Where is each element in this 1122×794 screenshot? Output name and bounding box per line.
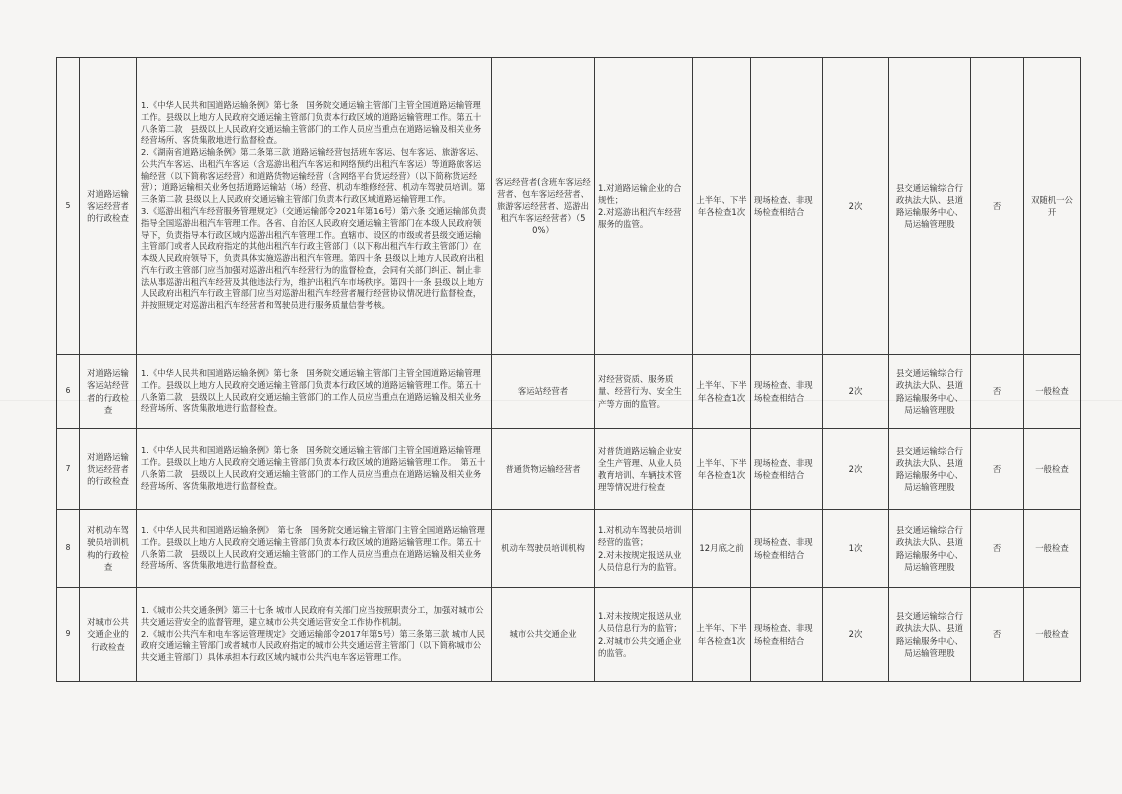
basis-paragraph: 1.《中华人民共和国道路运输条例》第七条 国务院交通运输主管部门主管全国道路运输管理工作。县级以上地方人民政府交通运输主管部门负责本行政区域的道路运输管理工作。第五十八条第二款 县级以上人民政府交通运输主管部门的工作人员应当重点在道路运输及相关业务经营场所、客货集散地进行监督检查。 xyxy=(141,367,482,414)
inspection-item: 对道路运输货运经营者的行政检查 xyxy=(80,429,137,510)
legal-basis xyxy=(137,58,492,355)
inspection-method: 现场检查、非现场检查相结合 xyxy=(751,588,823,682)
inspection-count: 1次 xyxy=(823,510,889,588)
content-line: 对经营资质、服务质量、经营行为、安全生产等方面的监管。 xyxy=(598,374,682,409)
inspection-content xyxy=(595,588,693,682)
inspection-type: 一般检查 xyxy=(1024,510,1081,588)
legal-basis xyxy=(137,510,492,588)
row-index: 9 xyxy=(57,588,80,682)
inspection-content xyxy=(595,429,693,510)
inspection-object: 普通货物运输经营者 xyxy=(492,429,595,510)
inspection-type: 双随机一公开 xyxy=(1024,58,1081,355)
inspection-agency: 县交通运输综合行政执法大队、县道路运输服务中心、局运输管理股 xyxy=(889,429,971,510)
legal-basis xyxy=(137,429,492,510)
legal-basis xyxy=(137,588,492,682)
inspection-agency: 县交通运输综合行政执法大队、县道路运输服务中心、局运输管理股 xyxy=(889,355,971,429)
row-index: 6 xyxy=(57,355,80,429)
content-line: 2.对巡游出租汽车经营服务的监管。 xyxy=(598,207,682,230)
inspection-item: 对道路运输客运站经营者的行政检查 xyxy=(80,355,137,429)
inspection-method: 现场检查、非现场检查相结合 xyxy=(751,510,823,588)
basis-paragraph: 3.《巡游出租汽车经营服务管理规定》（交通运输部令2021年第16号）第六条 交通运输部负责指导全国巡游出租汽车管理工作。各省、自治区人民政府交通运输主管部门在本级人民政府领导下，负责指导本行政区域内巡游出租汽车管理工作。直辖市、设区的市级或者县级交通运输主管部门或者人民政府指定的其他出租汽车行政主管部门（以下称出租汽车行政主管部门）在本级人民政府领导下，负责具体实施巡游出租汽车管理。第四十条 县级以上地方人民政府出租汽车行政主管部门应当加强对巡游出租汽车经营行为的监督检查，会同有关部门纠正、制止非法从事巡游出租汽车经营及其他违法行为，维护出租汽车市场秩序。第四十一条 县级以上地方人民政府出租汽车行政主管部门应当对巡游出租汽车经营者履行经营协议情况进行监督检查，并按照规定对巡游出租汽车经营者和驾驶员进行服务质量信誉考核。 xyxy=(141,206,487,311)
table-row xyxy=(57,429,1081,510)
row-index: 8 xyxy=(57,510,80,588)
table-row xyxy=(57,588,1081,682)
inspection-item: 对道路运输客运经营者的行政检查 xyxy=(80,58,137,355)
inspection-count: 2次 xyxy=(823,58,889,355)
basis-paragraph: 2.《湖南省道路运输条例》第二条第三款 道路运输经营包括班车客运、包车客运、旅游客运、公共汽车客运、出租汽车客运（含巡游出租汽车客运和网络预约出租汽车客运）等道路旅客运输经营（以下简称客运经营）和道路货物运输经营（含网络平台货运经营）（以下简称货运经营）；道路运输相关业务包括道路运输站（场）经营、机动车维修经营、机动车驾驶员培训。第三条第二款 县级以上人民政府交通运输主管部门负责本行政区域道路运输管理工作。 xyxy=(141,147,486,205)
inspection-agency: 县交通运输综合行政执法大队、县道路运输服务中心、局运输管理股 xyxy=(889,588,971,682)
inspection-object: 城市公共交通企业 xyxy=(492,588,595,682)
joint-inspection: 否 xyxy=(971,588,1024,682)
inspection-object: 机动车驾驶员培训机构 xyxy=(492,510,595,588)
content-line: 2.对城市公共交通企业的监管。 xyxy=(598,635,682,658)
basis-paragraph: 1.《中华人民共和国道路运输条例》第七条 国务院交通运输主管部门主管全国道路运输管理工作。县级以上地方人民政府交通运输主管部门负责本行政区域的道路运输管理工作。 第五十八条第二款 县级以上人民政府交通运输主管部门的工作人员应当重点在道路运输及相关业务经营场所、客货集散地进行监督检查。 xyxy=(141,445,486,491)
page-crease xyxy=(0,400,1122,401)
content-line: 1.对机动车驾驶员培训经营的监管； xyxy=(598,525,682,548)
joint-inspection: 否 xyxy=(971,429,1024,510)
inspection-type: 一般检查 xyxy=(1024,355,1081,429)
inspection-frequency: 12月底之前 xyxy=(693,510,751,588)
inspection-type: 一般检查 xyxy=(1024,588,1081,682)
basis-paragraph: 1.《城市公共交通条例》第三十七条 城市人民政府有关部门应当按照职责分工，加强对城市公共交通运营安全的监督管理，建立城市公共交通运营安全工作协作机制。 xyxy=(141,605,484,627)
basis-paragraph: 2.《城市公共汽车和电车客运管理规定》交通运输部令2017年第5号）第三条第三款 城市人民政府交通运输主管部门或者城市人民政府指定的城市公共交通运营主管部门（以下简称城市公共交通主管部门）具体承担本行政区域内城市公共汽电车客运管理工作。 xyxy=(141,628,485,663)
inspection-table xyxy=(56,57,1081,682)
inspection-count: 2次 xyxy=(823,588,889,682)
table-row xyxy=(57,355,1081,429)
table-row xyxy=(57,510,1081,588)
content-line: 1.对道路运输企业的合规性； xyxy=(598,182,682,205)
inspection-agency: 县交通运输综合行政执法大队、县道路运输服务中心、局运输管理股 xyxy=(889,58,971,355)
inspection-object: 客运经营者(含班车客运经营者、包车客运经营者、旅游客运经营者、巡游出租汽车客运经营者）（50%） xyxy=(492,58,595,355)
row-index: 7 xyxy=(57,429,80,510)
basis-paragraph: 1.《中华人民共和国道路运输条例》第七条 国务院交通运输主管部门主管全国道路运输管理工作。县级以上地方人民政府交通运输主管部门负责本行政区域的道路运输管理工作。第五十八条第二款 县级以上人民政府交通运输主管部门的工作人员应当重点在道路运输及相关业务经营场所、客货集散地进行监督检查。 xyxy=(141,99,482,146)
joint-inspection: 否 xyxy=(971,58,1024,355)
row-index: 5 xyxy=(57,58,80,355)
inspection-item: 对城市公共交通企业的行政检查 xyxy=(80,588,137,682)
inspection-method: 现场检查、非现场检查相结合 xyxy=(751,429,823,510)
content-line: 1.对未按规定报送从业人员信息行为的监管； xyxy=(598,611,682,634)
inspection-method: 现场检查、非现场检查相结合 xyxy=(751,58,823,355)
inspection-frequency: 上半年、下半年各检查1次 xyxy=(693,355,751,429)
inspection-count: 2次 xyxy=(823,429,889,510)
content-line: 对普货道路运输企业安全生产管理、从业人员教育培训、车辆技术管理等情况进行检查 xyxy=(598,445,682,493)
inspection-content xyxy=(595,355,693,429)
inspection-type: 一般检查 xyxy=(1024,429,1081,510)
inspection-frequency: 上半年、下半年各检查1次 xyxy=(693,58,751,355)
inspection-item: 对机动车驾驶员培训机构的行政检查 xyxy=(80,510,137,588)
inspection-agency: 县交通运输综合行政执法大队、县道路运输服务中心、局运输管理股 xyxy=(889,510,971,588)
joint-inspection: 否 xyxy=(971,510,1024,588)
basis-paragraph: 1.《中华人民共和国道路运输条例》 第七条 国务院交通运输主管部门主管全国道路运输管理工作。县级以上地方人民政府交通运输主管部门负责本行政区域的道路运输管理工作。第五十八条第二款 县级以上人民政府交通运输主管部门的工作人员应当重点在道路运输及相关业务经营场所、客货集散地进行监督检查。 xyxy=(141,524,485,571)
inspection-frequency: 上半年、下半年各检查1次 xyxy=(693,429,751,510)
content-line: 2.对未按规定报送从业人员信息行为的监管。 xyxy=(598,549,682,572)
inspection-frequency: 上半年、下半年各检查1次 xyxy=(693,588,751,682)
inspection-content xyxy=(595,58,693,355)
inspection-count: 2次 xyxy=(823,355,889,429)
legal-basis xyxy=(137,355,492,429)
inspection-method: 现场检查、非现场检查相结合 xyxy=(751,355,823,429)
joint-inspection: 否 xyxy=(971,355,1024,429)
inspection-object: 客运站经营者 xyxy=(492,355,595,429)
table-row xyxy=(57,58,1081,355)
inspection-content xyxy=(595,510,693,588)
